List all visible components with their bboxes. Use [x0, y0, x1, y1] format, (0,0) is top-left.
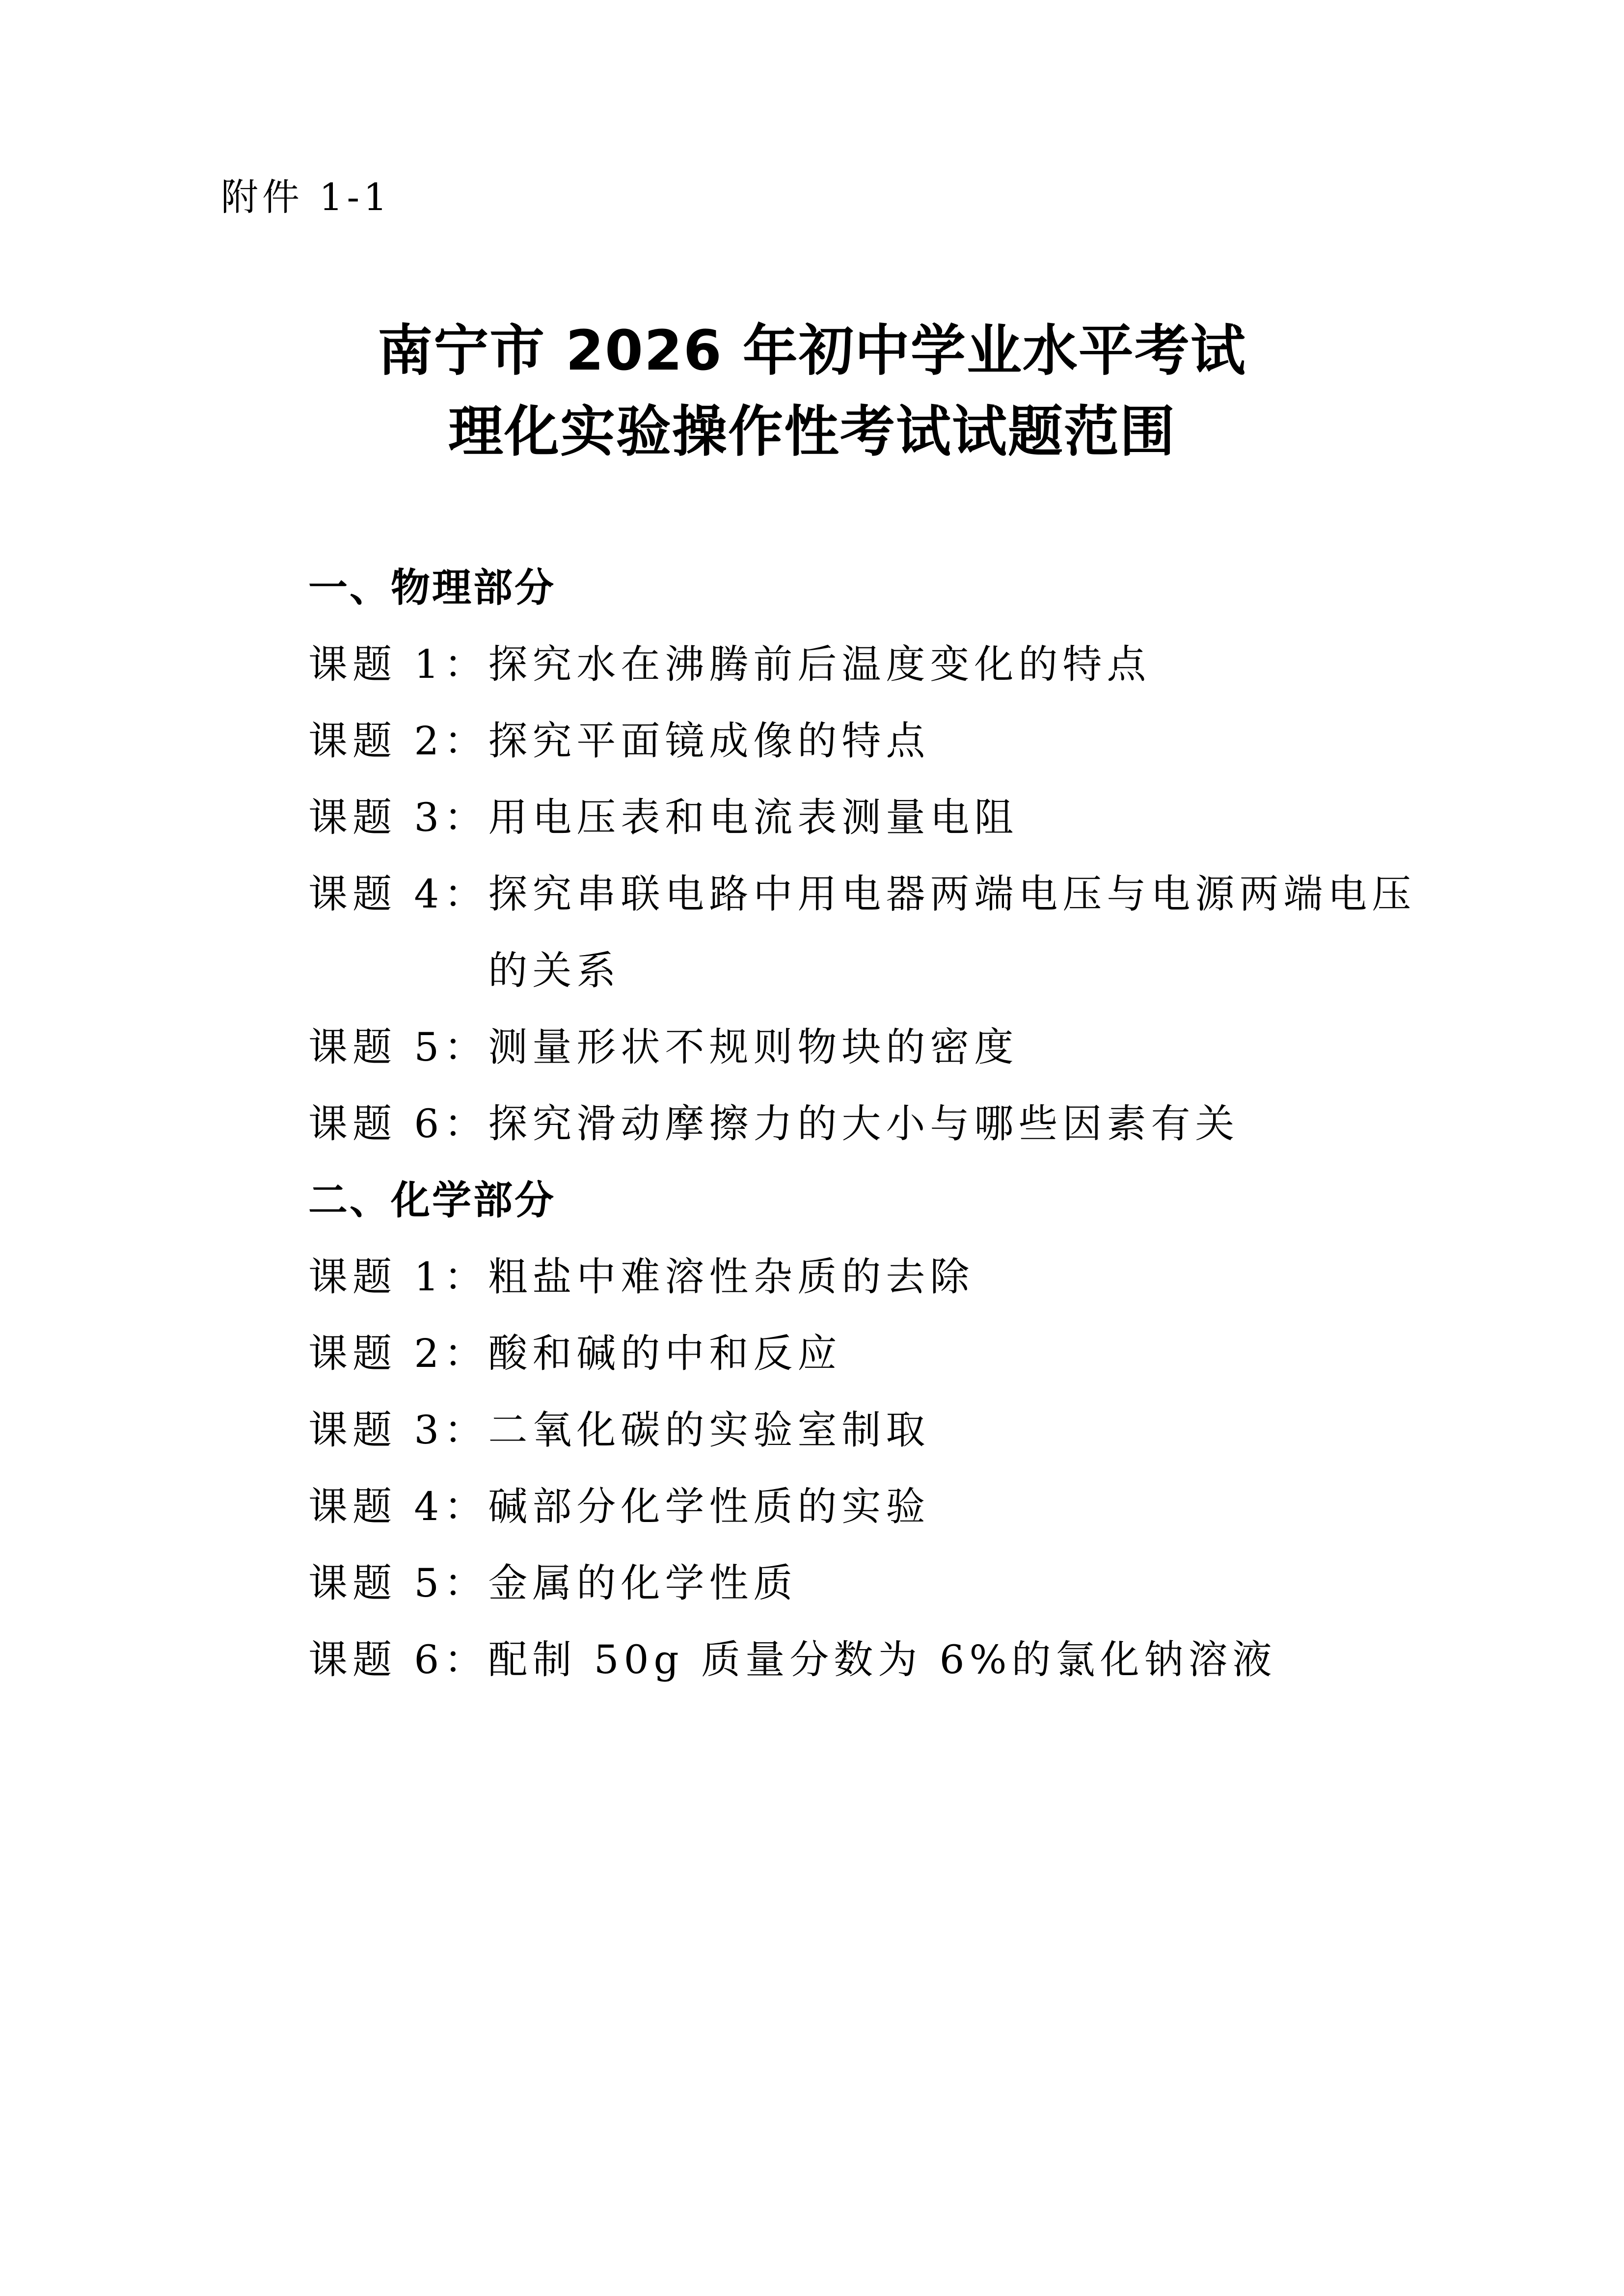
list-item — [308, 626, 1418, 703]
section-heading-physics: 一、物理部分 — [308, 565, 556, 611]
topic-label: 课题 2： — [308, 718, 488, 764]
topic-text: 探究串联电路中用电器两端电压与电源两端电压的关系 — [488, 871, 1416, 993]
topic-label: 课题 6： — [308, 1101, 488, 1147]
list-item — [308, 779, 1418, 856]
topic-label: 课题 4： — [308, 871, 488, 917]
document-title-line-2: 理化实验操作性考试试题范围 — [448, 400, 1176, 464]
topic-text: 酸和碱的中和反应 — [488, 1331, 842, 1376]
topic-label: 课题 1： — [308, 641, 488, 687]
topic-label: 课题 3： — [308, 795, 488, 840]
topic-label: 课题 1： — [308, 1254, 488, 1300]
topic-text: 配制 50g 质量分数为 6%的氯化钠溶液 — [488, 1637, 1277, 1682]
topic-text: 粗盐中难溶性杂质的去除 — [488, 1254, 974, 1300]
list-item — [308, 1086, 1418, 1162]
topic-text: 用电压表和电流表测量电阻 — [488, 795, 1019, 840]
list-item — [308, 1545, 1418, 1622]
list-item — [308, 1239, 1418, 1315]
topic-text: 探究水在沸腾前后温度变化的特点 — [488, 641, 1151, 687]
document-title-line-1: 南宁市 2026 年初中学业水平考试 — [378, 319, 1246, 383]
section-heading-chemistry: 二、化学部分 — [308, 1177, 556, 1223]
topic-text: 测量形状不规则物块的密度 — [488, 1024, 1019, 1070]
list-item — [308, 1392, 1418, 1468]
topic-label: 课题 2： — [308, 1331, 488, 1376]
attachment-label: 附件 1-1 — [221, 175, 391, 219]
topic-text: 探究滑动摩擦力的大小与哪些因素有关 — [488, 1101, 1240, 1147]
topic-list — [308, 550, 1418, 1698]
topic-text: 金属的化学性质 — [488, 1560, 798, 1606]
topic-label: 课题 5： — [308, 1560, 488, 1606]
topic-label: 课题 3： — [308, 1407, 488, 1453]
topic-label: 课题 6： — [308, 1637, 488, 1682]
list-item — [308, 1009, 1418, 1086]
list-item — [308, 1622, 1418, 1698]
topic-text: 探究平面镜成像的特点 — [488, 718, 930, 764]
topic-text: 二氧化碳的实验室制取 — [488, 1407, 930, 1453]
topic-label: 课题 5： — [308, 1024, 488, 1070]
topic-text: 碱部分化学性质的实验 — [488, 1484, 930, 1529]
list-item — [308, 1468, 1418, 1545]
list-item — [308, 1315, 1418, 1392]
list-item — [308, 856, 1418, 1009]
list-item — [308, 703, 1418, 779]
topic-label: 课题 4： — [308, 1484, 488, 1529]
